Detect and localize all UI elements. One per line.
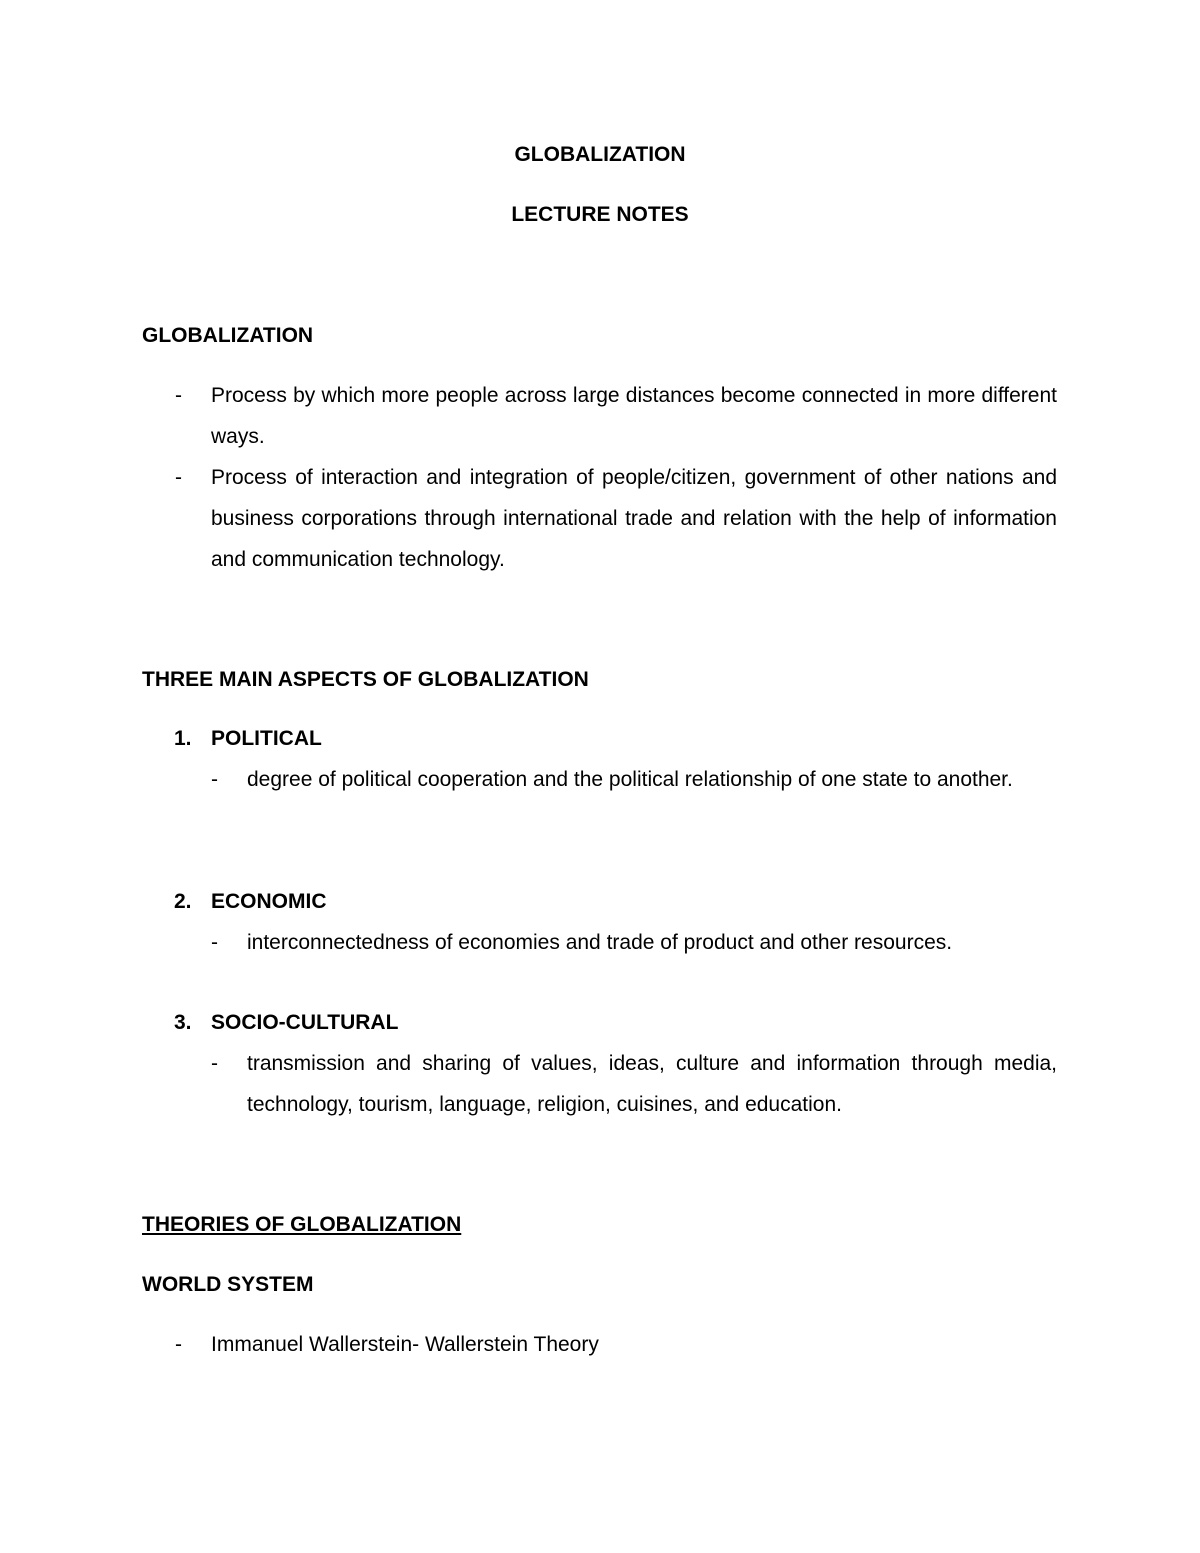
bullet-dash: - [175, 1333, 182, 1356]
bullet-text: transmission and sharing of values, ideas, culture and information through media, technology, tourism, language, religion, cuisines, and education. [247, 1052, 1057, 1116]
aspect-item-political [174, 726, 322, 752]
document-subtitle: LECTURE NOTES [511, 203, 689, 226]
aspect-item-socio-cultural [174, 1010, 398, 1036]
bullet-dash: - [175, 384, 182, 407]
bullet-text: interconnectedness of economies and trade of product and other resources. [247, 931, 953, 954]
globalization-bullet-2 [175, 457, 1057, 580]
aspect-label: POLITICAL [211, 727, 322, 750]
bullet-text: Process of interaction and integration of people/citizen, government of other nations and business corporations through international trade and relation with the help of information and communication technology. [211, 466, 1057, 571]
document-title: GLOBALIZATION [514, 143, 686, 166]
aspect-item-economic [174, 889, 327, 915]
bullet-text: degree of political cooperation and the political relationship of one state to another. [247, 768, 1013, 791]
globalization-bullet-1 [175, 375, 1057, 457]
bullet-dash: - [211, 1052, 218, 1075]
aspect-bullet-socio-cultural [211, 1043, 1057, 1125]
aspect-bullet-political [211, 759, 1057, 800]
section-heading-theories: THEORIES OF GLOBALIZATION [142, 1213, 462, 1236]
aspect-label: SOCIO-CULTURAL [211, 1011, 399, 1034]
section-heading-globalization: GLOBALIZATION [142, 324, 314, 347]
bullet-text: Immanuel Wallerstein- Wallerstein Theory [211, 1333, 599, 1356]
aspect-label: ECONOMIC [211, 890, 327, 913]
subheading-world-system: WORLD SYSTEM [142, 1273, 314, 1296]
bullet-dash: - [175, 466, 182, 489]
bullet-dash: - [211, 768, 218, 791]
aspect-number: 2. [174, 890, 192, 913]
theories-bullet-1 [175, 1324, 1057, 1365]
aspect-number: 1. [174, 727, 192, 750]
bullet-text: Process by which more people across large distances become connected in more different ways. [211, 384, 1057, 448]
bullet-dash: - [211, 931, 218, 954]
aspect-bullet-economic [211, 922, 1057, 963]
aspect-number: 3. [174, 1011, 192, 1034]
section-heading-aspects: THREE MAIN ASPECTS OF GLOBALIZATION [142, 668, 589, 691]
